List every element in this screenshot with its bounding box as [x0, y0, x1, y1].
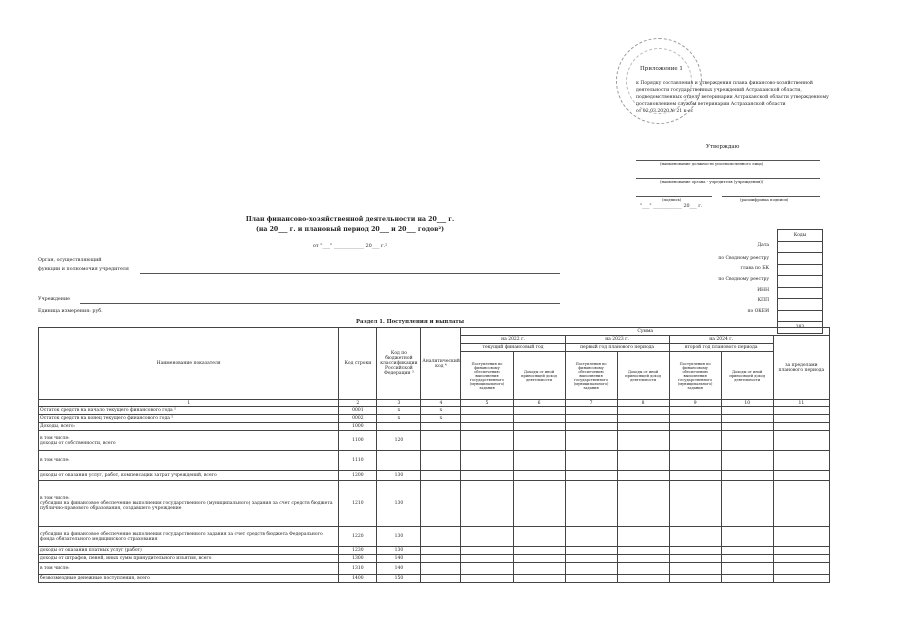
row-code: 1230 — [339, 547, 377, 555]
column-number: 8 — [617, 400, 669, 407]
code-cell — [778, 241, 823, 253]
row-name: Доходы, всего: — [39, 423, 339, 431]
amount-cell[interactable] — [565, 471, 617, 481]
amount-cell[interactable] — [565, 423, 617, 431]
amount-cell[interactable] — [721, 481, 773, 527]
plan-subtitle: (на 20___ г. и плановый период 20___ и 20___ годов²) — [255, 226, 445, 233]
column-number: 11 — [773, 400, 829, 407]
row-code: 1300 — [339, 555, 377, 563]
row-analytic-code: x — [421, 415, 461, 423]
table-row — [39, 471, 830, 481]
amount-cell[interactable] — [461, 555, 513, 563]
row-code: 1310 — [339, 563, 377, 575]
table-row — [39, 527, 830, 547]
meta-right-label: КПП — [757, 298, 769, 303]
amount-cell[interactable] — [669, 407, 721, 415]
meta-right-label: по Сводному реестру — [718, 277, 769, 282]
table-row — [39, 451, 830, 471]
meta-right-label: по Сводному реестру — [718, 256, 769, 261]
header-sub-subsidy: Поступления по финансовому обеспечению выполнения государственного (муниципального) задания — [461, 352, 513, 400]
column-number: 10 — [721, 400, 773, 407]
amount-cell[interactable] — [617, 451, 669, 471]
column-number: 6 — [513, 400, 565, 407]
row-bk-code: x — [377, 407, 421, 415]
header-sub-subsidy: Поступления по финансовому обеспечению выполнения государственного (муниципального) задания — [565, 352, 617, 400]
row-name: в том числе: — [39, 451, 339, 471]
amount-cell[interactable] — [617, 423, 669, 431]
amount-cell[interactable] — [617, 481, 669, 527]
row-analytic-code — [421, 555, 461, 563]
amount-cell[interactable] — [773, 423, 829, 431]
amount-cell[interactable] — [721, 471, 773, 481]
approval-text-line: от 02.03.2020 № 21 к-сс — [636, 109, 694, 114]
row-analytic-code — [421, 471, 461, 481]
row-bk-code: 130 — [377, 547, 421, 555]
header-year: на 2022 г. — [461, 336, 565, 344]
codes-table — [777, 229, 823, 334]
row-name: доходы от оказания платных услуг (работ) — [39, 547, 339, 555]
receipts-table — [38, 327, 830, 583]
header-sub-income: Доходы от иной приносящей доход деятельности — [617, 352, 669, 400]
amount-cell[interactable] — [669, 527, 721, 547]
header-period: первый год планового периода — [565, 344, 669, 352]
header-sum: Сумма — [461, 328, 830, 336]
amount-cell[interactable] — [617, 471, 669, 481]
amount-cell[interactable] — [513, 575, 565, 583]
column-number: 3 — [377, 400, 421, 407]
amount-cell[interactable] — [513, 451, 565, 471]
approval-text-line: подведомственных отделу ветеринарии Астраханской области утвержденному — [636, 95, 829, 100]
amount-cell[interactable] — [721, 407, 773, 415]
amount-cell[interactable] — [669, 415, 721, 423]
amount-cell[interactable] — [721, 415, 773, 423]
amount-cell[interactable] — [513, 527, 565, 547]
column-number: 9 — [669, 400, 721, 407]
row-bk-code: 140 — [377, 563, 421, 575]
amount-cell[interactable] — [513, 415, 565, 423]
amount-cell[interactable] — [617, 415, 669, 423]
row-name: доходы от оказания услуг, работ, компенсации затрат учреждений, всего — [39, 471, 339, 481]
sign-caption: (подпись) — [662, 197, 682, 202]
column-number: 5 — [461, 400, 513, 407]
amount-cell[interactable] — [669, 471, 721, 481]
amount-cell[interactable] — [461, 423, 513, 431]
row-analytic-code — [421, 451, 461, 471]
amount-cell[interactable] — [617, 431, 669, 451]
amount-cell[interactable] — [773, 415, 829, 423]
row-code: 1100 — [339, 431, 377, 451]
amount-cell[interactable] — [721, 451, 773, 471]
amount-cell[interactable] — [669, 451, 721, 471]
amount-cell[interactable] — [461, 481, 513, 527]
row-analytic-code — [421, 423, 461, 431]
header-line-code: Код строки — [339, 328, 377, 400]
column-number: 1 — [39, 400, 339, 407]
code-cell — [778, 299, 823, 311]
section-title: Раздел 1. Поступления и выплаты — [355, 319, 465, 325]
row-analytic-code — [421, 575, 461, 583]
signature-line-name — [722, 188, 820, 197]
meta-founder-label: Орган, осуществляющий — [38, 258, 102, 263]
meta-unit-label: Единица измерения: руб. — [38, 309, 103, 314]
row-name: в том числе: — [39, 563, 339, 575]
amount-cell[interactable] — [565, 431, 617, 451]
row-code: 1110 — [339, 451, 377, 471]
column-number: 2 — [339, 400, 377, 407]
amount-cell[interactable] — [721, 555, 773, 563]
amount-cell[interactable] — [461, 547, 513, 555]
row-name: Остаток средств на конец текущего финансового года ⁵ — [39, 415, 339, 423]
row-name: доходы от штрафов, пеней, иных сумм принудительного изъятия, всего — [39, 555, 339, 563]
meta-right-label: глава по БК — [740, 266, 769, 271]
plan-title: План финансово-хозяйственной деятельности на 20___ г. — [245, 216, 455, 223]
amount-cell[interactable] — [669, 563, 721, 575]
amount-cell[interactable] — [617, 563, 669, 575]
amount-cell[interactable] — [617, 575, 669, 583]
row-bk-code — [377, 451, 421, 471]
amount-cell[interactable] — [721, 423, 773, 431]
appendix-label: Приложение 1 — [640, 66, 683, 72]
row-code: 1200 — [339, 471, 377, 481]
amount-cell[interactable] — [565, 481, 617, 527]
amount-cell[interactable] — [617, 527, 669, 547]
row-code: 1220 — [339, 527, 377, 547]
table-row — [39, 407, 830, 415]
header-sub-subsidy: Поступления по финансовому обеспечению выполнения государственного (муниципального) задания — [669, 352, 721, 400]
row-bk-code: 130 — [377, 527, 421, 547]
header-analytic-code: Аналитический код ⁴ — [421, 328, 461, 400]
amount-cell[interactable] — [773, 575, 829, 583]
meta-right-label: ИНН — [757, 288, 769, 293]
amount-cell[interactable] — [565, 415, 617, 423]
amount-cell[interactable] — [565, 407, 617, 415]
table-row — [39, 481, 830, 527]
amount-cell[interactable] — [513, 547, 565, 555]
row-name: Остаток средств на начало текущего финансового года ⁵ — [39, 407, 339, 415]
row-bk-code: 150 — [377, 575, 421, 583]
row-analytic-code: x — [421, 407, 461, 415]
approval-text-line: к Порядку составления и утверждения плана финансово-хозяйственной — [636, 81, 813, 86]
code-cell — [778, 253, 823, 265]
code-cell — [778, 287, 823, 299]
amount-cell[interactable] — [669, 555, 721, 563]
signature-line-position — [636, 152, 820, 161]
amount-cell[interactable] — [773, 527, 829, 547]
row-bk-code: x — [377, 415, 421, 423]
amount-cell[interactable] — [565, 547, 617, 555]
amount-cell[interactable] — [669, 423, 721, 431]
meta-right-label: по ОКЕИ — [747, 309, 769, 314]
row-code: 1210 — [339, 481, 377, 527]
amount-cell[interactable] — [513, 407, 565, 415]
amount-cell[interactable] — [461, 563, 513, 575]
approval-text-line: постановлением службы ветеринарии Астраханской области — [636, 102, 786, 107]
row-name: безвозмездные денежные поступления, всего — [39, 575, 339, 583]
row-code: 0002 — [339, 415, 377, 423]
row-analytic-code — [421, 547, 461, 555]
row-code: 1000 — [339, 423, 377, 431]
table-row — [39, 423, 830, 431]
amount-cell[interactable] — [721, 563, 773, 575]
table-row — [39, 415, 830, 423]
amount-cell[interactable] — [565, 575, 617, 583]
amount-cell[interactable] — [461, 451, 513, 471]
amount-cell[interactable] — [773, 481, 829, 527]
amount-cell[interactable] — [617, 555, 669, 563]
amount-cell[interactable] — [721, 575, 773, 583]
amount-cell[interactable] — [721, 431, 773, 451]
header-year: на 2023 г. — [565, 336, 669, 344]
amount-cell[interactable] — [669, 575, 721, 583]
meta-institution-line — [80, 297, 560, 304]
header-period: второй год планового периода — [669, 344, 773, 352]
amount-cell[interactable] — [565, 451, 617, 471]
meta-founder-line — [140, 267, 560, 274]
table-row — [39, 555, 830, 563]
amount-cell[interactable] — [617, 407, 669, 415]
approval-text — [636, 80, 868, 115]
table-row — [39, 575, 830, 583]
row-name: в том числе: доходы от собственности, всего — [39, 431, 339, 451]
amount-cell[interactable] — [773, 563, 829, 575]
amount-cell[interactable] — [461, 431, 513, 451]
column-number: 7 — [565, 400, 617, 407]
amount-cell[interactable] — [565, 563, 617, 575]
amount-cell[interactable] — [565, 527, 617, 547]
meta-founder-label-2: функции и полномочия учредителя — [38, 267, 129, 272]
row-analytic-code — [421, 431, 461, 451]
column-number: 4 — [421, 400, 461, 407]
header-year: на 2024 г. — [669, 336, 773, 344]
codes-header: Коды — [778, 230, 823, 242]
meta-institution-label: Учреждение — [38, 297, 70, 302]
header-sub-income: Доходы от иной приносящей доход деятельности — [513, 352, 565, 400]
table-row — [39, 547, 830, 555]
header-name: Наименование показателя — [39, 328, 339, 400]
approve-label: Утверждаю — [706, 144, 740, 150]
meta-right-label: Дата — [757, 243, 769, 248]
row-bk-code: 140 — [377, 555, 421, 563]
row-bk-code: 130 — [377, 471, 421, 481]
header-period: текущий финансовый год — [461, 344, 565, 352]
row-bk-code: 130 — [377, 481, 421, 527]
row-code: 1400 — [339, 575, 377, 583]
row-bk-code: 120 — [377, 431, 421, 451]
row-name: субсидии на финансовое обеспечение выполнения государственного задания за счет средств бюджета Федерального фонда обязательного медицинского страхования — [39, 527, 339, 547]
amount-cell[interactable] — [461, 471, 513, 481]
amount-cell[interactable] — [773, 471, 829, 481]
amount-cell[interactable] — [617, 547, 669, 555]
code-cell — [778, 264, 823, 276]
signature-line-organ — [636, 170, 820, 179]
amount-cell[interactable] — [461, 407, 513, 415]
amount-cell[interactable] — [773, 407, 829, 415]
header-sub-income: Доходы от иной приносящей доход деятельности — [721, 352, 773, 400]
amount-cell[interactable] — [669, 431, 721, 451]
approval-date: "___" ____________ 20___ г. — [640, 204, 703, 209]
amount-cell[interactable] — [773, 451, 829, 471]
amount-cell[interactable] — [513, 431, 565, 451]
amount-cell[interactable] — [513, 555, 565, 563]
amount-cell[interactable] — [513, 423, 565, 431]
amount-cell[interactable] — [513, 471, 565, 481]
code-cell: 383 — [778, 322, 823, 334]
table-row — [39, 431, 830, 451]
amount-cell[interactable] — [461, 415, 513, 423]
approval-text-line: деятельности государственных учреждений Астраханской области, — [636, 88, 802, 93]
amount-cell[interactable] — [773, 431, 829, 451]
signature-line-sign — [636, 188, 712, 197]
amount-cell[interactable] — [513, 563, 565, 575]
row-code: 0001 — [339, 407, 377, 415]
amount-cell[interactable] — [669, 547, 721, 555]
code-cell — [778, 276, 823, 288]
amount-cell[interactable] — [565, 555, 617, 563]
amount-cell[interactable] — [461, 527, 513, 547]
amount-cell[interactable] — [721, 547, 773, 555]
header-bk-code: Код по бюджетной классификации Российской Федерации ³ — [377, 328, 421, 400]
amount-cell[interactable] — [721, 527, 773, 547]
amount-cell[interactable] — [773, 555, 829, 563]
sign-caption: (наименование должности уполномоченного лица) — [660, 161, 764, 166]
row-analytic-code — [421, 563, 461, 575]
amount-cell[interactable] — [513, 481, 565, 527]
header-beyond: за пределами планового периода — [773, 336, 829, 400]
sign-caption: (наименование органа - учредителя (учреждения)) — [660, 179, 764, 184]
amount-cell[interactable] — [669, 481, 721, 527]
row-name: в том числе: субсидии на финансовое обеспечение выполнения государственного (муниципального) задания за счет средств бюджета публично-правового образования, создавшего учреждение — [39, 481, 339, 527]
amount-cell[interactable] — [461, 575, 513, 583]
plan-date: от "___" ____________ 20___ г.² — [312, 243, 388, 249]
table-row — [39, 563, 830, 575]
code-cell — [778, 310, 823, 322]
row-bk-code — [377, 423, 421, 431]
row-analytic-code — [421, 527, 461, 547]
sign-caption: (расшифровка подписи) — [740, 197, 789, 202]
row-analytic-code — [421, 481, 461, 527]
amount-cell[interactable] — [773, 547, 829, 555]
